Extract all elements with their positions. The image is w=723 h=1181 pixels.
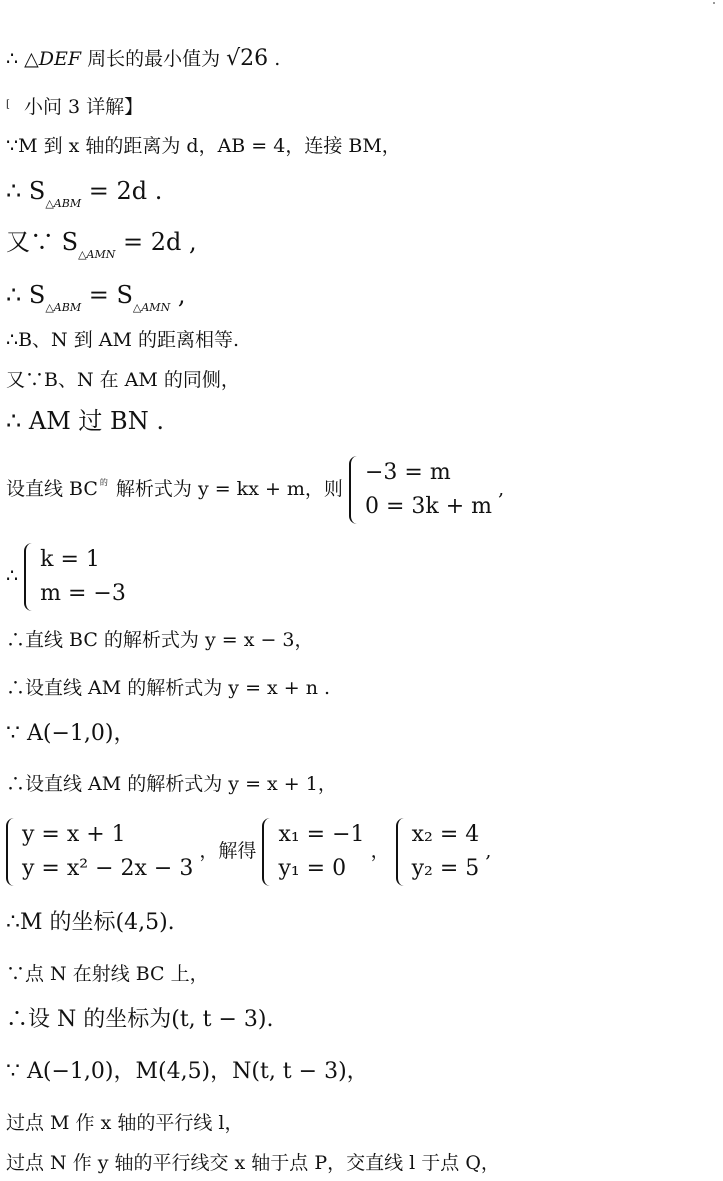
line-n-coord: ∴设 N 的坐标为(t, t − 3). [6, 1007, 274, 1032]
triangle-def: △DEF [24, 48, 82, 70]
left-brace [24, 543, 36, 611]
area-value: = 2d . [81, 177, 163, 205]
line-am-general: ∴设直线 AM 的解析式为 y = x + n . [6, 677, 331, 699]
area-s: = S [81, 281, 133, 309]
line-bc-formula: ∴直线 BC 的解析式为 y = x − 3， [6, 629, 314, 651]
text: 周长的最小值为 [87, 48, 221, 70]
text: ，解得 [199, 840, 257, 862]
small-mark: 的 [99, 478, 108, 487]
therefore-symbol: ∴ [6, 48, 19, 70]
left-brace [349, 456, 361, 524]
text: 设直线 BC [6, 478, 98, 500]
equation-system [24, 543, 126, 611]
sqrt-26: √26 [226, 46, 269, 71]
equation: y = x + 1 [22, 822, 126, 847]
punct: , [170, 281, 186, 309]
area-s: 又∵ S [6, 228, 79, 256]
line-bc-system [6, 456, 504, 524]
line-n-on-ray: ∵点 N 在射线 BC 上， [6, 963, 209, 985]
subscript: △ABM [45, 301, 82, 314]
line-perimeter-min [6, 46, 280, 74]
line-am-through-bn: ∴ AM 过 BN . [6, 407, 164, 435]
line-parallel-y: 过点 N 作 y 轴的平行线交 x 轴于点 P，交直线 l 于点 Q， [6, 1152, 500, 1174]
bracket-mark: [ [6, 99, 10, 110]
line-area-abm [6, 178, 162, 217]
solution-system-2 [396, 818, 480, 886]
solution-system-1 [262, 818, 364, 886]
area-value: = 2d , [115, 228, 197, 256]
corner-dot [713, 2, 715, 4]
equation: k = 1 [40, 547, 100, 572]
equation: 0 = 3k + m [364, 494, 493, 519]
line-intersection-system [6, 818, 491, 886]
equation-system [349, 456, 492, 524]
punct: , [498, 478, 505, 500]
area-s: ∴ S [6, 177, 46, 205]
line-distance-d: ∵M 到 x 轴的距离为 d，AB = 4，连接 BM， [6, 135, 401, 157]
line-am-formula: ∴设直线 AM 的解析式为 y = x + 1， [6, 773, 337, 795]
punct: ， [370, 840, 390, 862]
left-brace [6, 818, 18, 886]
line-area-amn [6, 229, 197, 268]
line-distance-equal: ∴B、N 到 AM 的距离相等. [6, 329, 240, 351]
equation: −3 = m [364, 460, 451, 485]
therefore-symbol: ∴ [6, 565, 19, 587]
left-brace [396, 818, 408, 886]
equation-system [6, 818, 193, 886]
left-brace [262, 818, 274, 886]
equation: m = −3 [40, 581, 126, 606]
subscript: △AMN [132, 301, 171, 314]
equation: x₁ = −1 [278, 822, 365, 847]
area-s: ∴ S [6, 281, 46, 309]
subscript: △ABM [45, 197, 82, 210]
line-m-coord: ∴M 的坐标(4,5). [6, 910, 175, 935]
equation: y₁ = 0 [278, 856, 347, 881]
line-k-m-solution [6, 543, 126, 611]
text: 解析式为 y = kx + m，则 [115, 478, 343, 500]
line-point-a: ∵ A(−1,0)， [6, 721, 136, 746]
line-same-side: 又∵B、N 在 AM 的同侧， [6, 369, 240, 391]
line-points-amn: ∵ A(−1,0)，M(4,5)，N(t, t − 3)， [6, 1059, 369, 1084]
equation: y = x² − 2x − 3 [22, 856, 194, 881]
punct: . [274, 48, 281, 70]
equation: x₂ = 4 [411, 822, 480, 847]
line-parallel-l: 过点 M 作 x 轴的平行线 l， [6, 1112, 244, 1134]
line-area-equal [6, 282, 185, 321]
section-heading [6, 92, 143, 120]
equation: y₂ = 5 [411, 856, 480, 881]
heading-text: 小问 3 详解】 [23, 96, 144, 118]
punct: , [485, 840, 492, 862]
subscript: △AMN [78, 248, 116, 261]
